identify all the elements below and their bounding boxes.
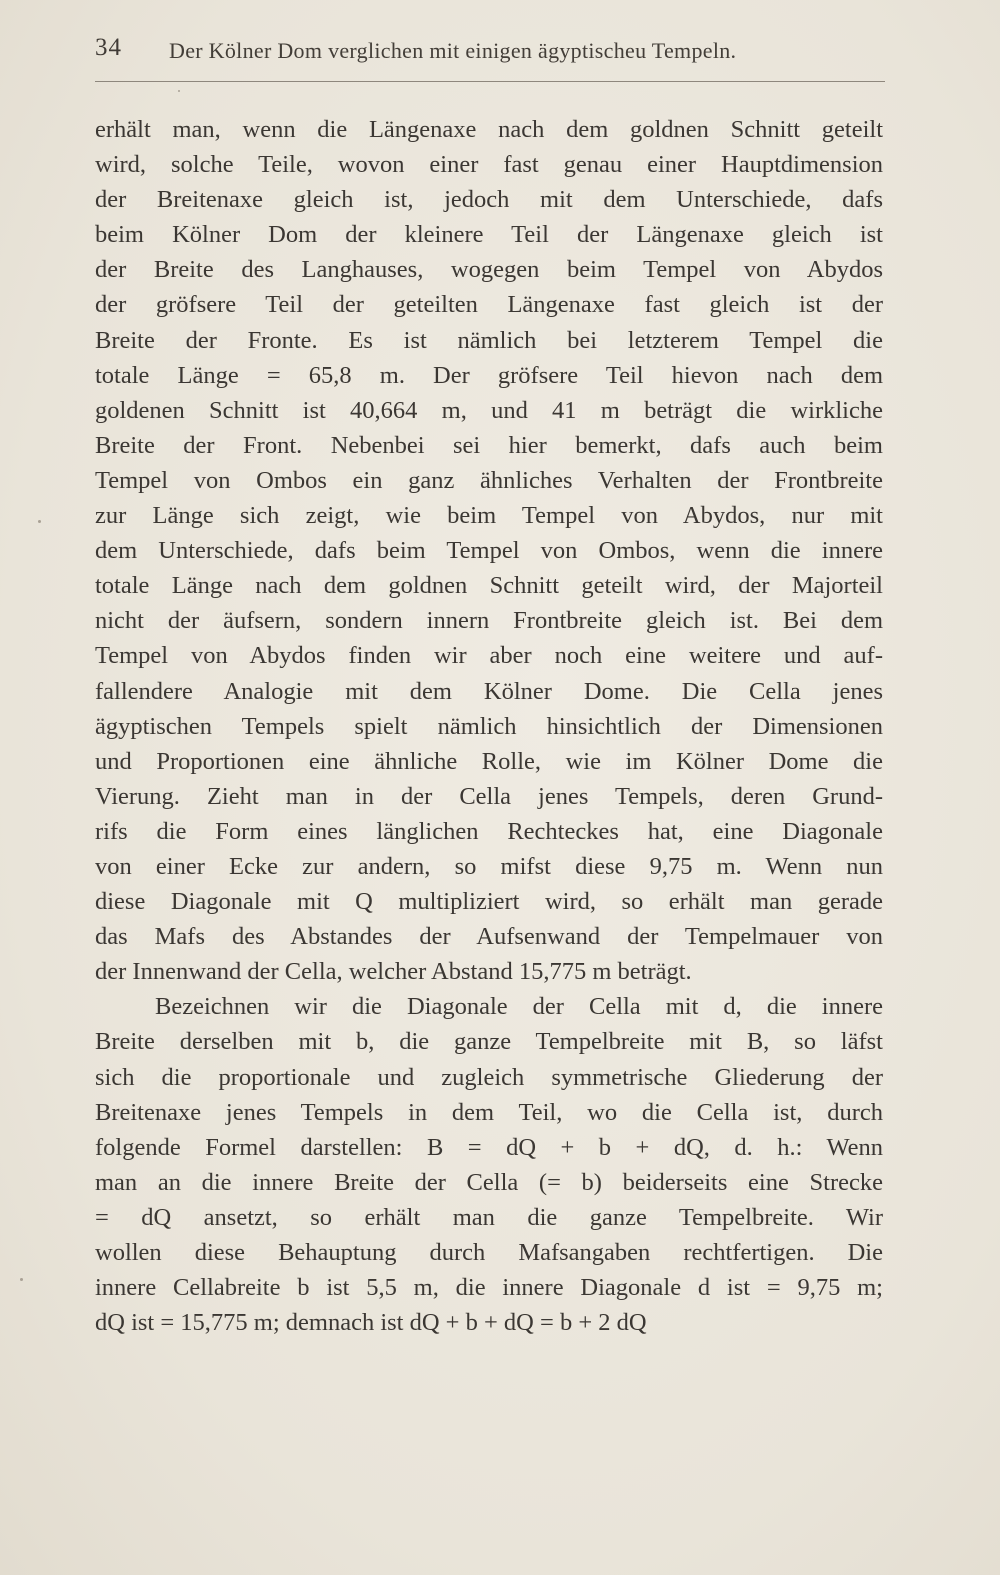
text-line: Tempel von Ombos ein ganz ähnliches Verhalten der Frontbreite — [95, 466, 883, 494]
page-number: 34 — [95, 34, 122, 61]
text-line: wollen diese Behauptung durch Mafsangaben rechtfertigen. Die — [95, 1239, 883, 1266]
text-line: fallendere Analogie mit dem Kölner Dome. Die Cella jenes — [95, 677, 883, 705]
text-line: der gröfsere Teil der geteilten Längenaxe fast gleich ist der — [95, 291, 883, 319]
text-line: Breite derselben mit b, die ganze Tempelbreite mit B, so läfst — [95, 1028, 883, 1056]
text-line: innere Cellabreite b ist 5,5 m, die innere Diagonale d ist = 9,75 m; — [95, 1274, 883, 1302]
text-line: Breite der Fronte. Es ist nämlich bei letzterem Tempel die — [95, 326, 883, 354]
text-line: man an die innere Breite der Cella (= b) beiderseits eine Strecke — [95, 1168, 883, 1196]
text-line: = dQ ansetzt, so erhält man die ganze Tempelbreite. Wir — [95, 1203, 883, 1231]
running-head — [95, 34, 885, 74]
body-text — [95, 112, 883, 1340]
text-line: erhält man, wenn die Längenaxe nach dem goldnen Schnitt geteilt — [95, 116, 883, 143]
text-line: von einer Ecke zur andern, so mifst diese 9,75 m. Wenn nun — [95, 852, 883, 880]
text-line: zur Länge sich zeigt, wie beim Tempel von Abydos, nur mit — [95, 502, 883, 530]
text-line: totale Länge = 65,8 m. Der gröfsere Teil hievon nach dem — [95, 361, 883, 389]
text-line: und Proportionen eine ähnliche Rolle, wie im Kölner Dome die — [95, 747, 883, 775]
text-line: Breitenaxe jenes Tempels in dem Teil, wo die Cella ist, durch — [95, 1098, 883, 1126]
text-line: nicht der äufsern, sondern innern Frontbreite gleich ist. Bei dem — [95, 607, 883, 635]
text-line: dem Unterschiede, dafs beim Tempel von Ombos, wenn die innere — [95, 537, 883, 565]
paper-speck — [178, 90, 180, 92]
text-line: beim Kölner Dom der kleinere Teil der Längenaxe gleich ist — [95, 221, 883, 249]
text-line: diese Diagonale mit Q multipliziert wird, so erhält man gerade — [95, 888, 883, 916]
paper-speck — [38, 520, 41, 523]
text-line: sich die proportionale und zugleich symmetrische Gliederung der — [95, 1063, 883, 1091]
text-line: wird, solche Teile, wovon einer fast genau einer Hauptdimension — [95, 151, 883, 179]
text-line: rifs die Form eines länglichen Rechteckes hat, eine Diagonale — [95, 817, 883, 845]
text-line: dQ ist = 15,775 m; demnach ist dQ + b + dQ = b + 2 dQ — [95, 1309, 647, 1337]
running-title: Der Kölner Dom verglichen mit einigen ägyptischeu Tempeln. — [169, 38, 737, 63]
text-line: der Breitenaxe gleich ist, jedoch mit dem Unterschiede, dafs — [95, 186, 883, 214]
paragraph-first-line: Bezeichnen wir die Diagonale der Cella mit d, die innere — [155, 993, 883, 1021]
text-line: goldenen Schnitt ist 40,664 m, und 41 m beträgt die wirkliche — [95, 396, 883, 424]
paper-speck — [20, 1278, 23, 1281]
text-line: der Innenwand der Cella, welcher Abstand 15,775 m beträgt. — [95, 958, 692, 986]
header-rule — [95, 81, 885, 82]
text-line: das Mafs des Abstandes der Aufsenwand der Tempelmauer von — [95, 923, 883, 951]
text-line: Tempel von Abydos finden wir aber noch eine weitere und auf- — [95, 642, 883, 670]
text-line: Breite der Front. Nebenbei sei hier bemerkt, dafs auch beim — [95, 431, 883, 459]
text-line: der Breite des Langhauses, wogegen beim Tempel von Abydos — [95, 256, 883, 284]
text-line: Vierung. Zieht man in der Cella jenes Tempels, deren Grund- — [95, 782, 883, 810]
text-line: folgende Formel darstellen: B = dQ + b + dQ, d. h.: Wenn — [95, 1133, 883, 1161]
text-line: ägyptischen Tempels spielt nämlich hinsichtlich der Dimensionen — [95, 712, 883, 740]
text-line: totale Länge nach dem goldnen Schnitt geteilt wird, der Majorteil — [95, 572, 883, 600]
